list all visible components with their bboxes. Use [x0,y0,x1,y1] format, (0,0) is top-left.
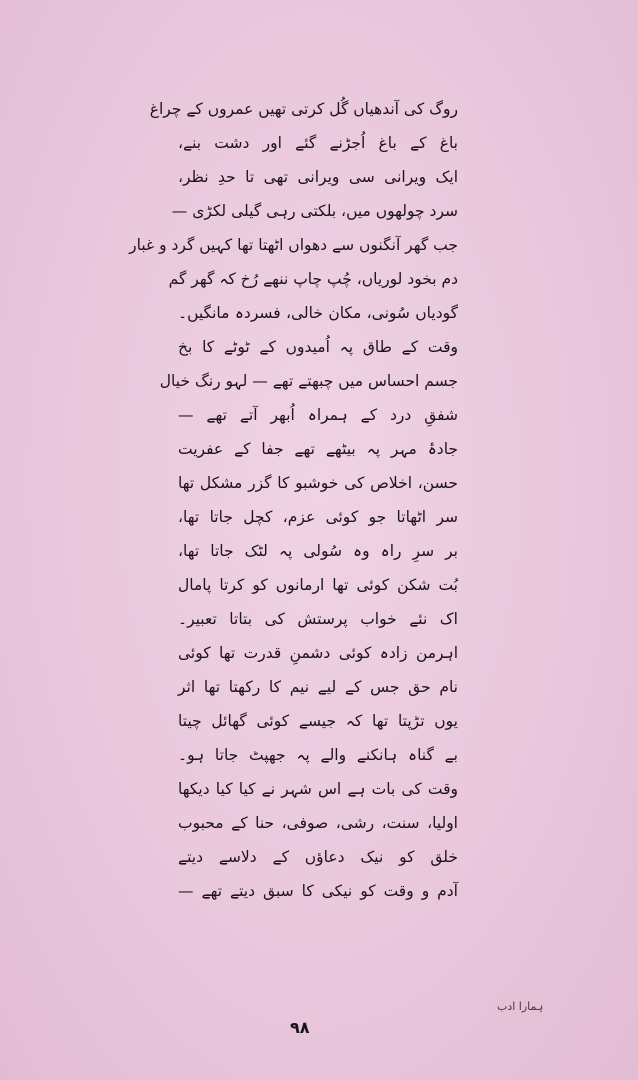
poem-line: جب گھر آنگنوں سے دھواں اٹھتا تھا کہیں گرد و غبار [129,236,458,254]
poem-line: دم بخود لوریاں، چُپ چاپ ننھے رُخ کہ گھر گم [168,270,458,288]
poem-line: حسن، اخلاص کی خوشبو کا گزر مشکل تھا [178,474,458,492]
poem [129,92,458,908]
poem-line: خلق کو نیک دعاؤں کے دلاسے دیتے [178,848,458,866]
poem-line: شفقِ درد کے ہمراہ اُبھر آتے تھے — [178,406,458,424]
poem-line: سر اٹھاتا جو کوئی عزم، کچل جاتا تھا، [178,508,458,526]
poem-line: آدم و وقت کو نیکی کا سبق دیتے تھے — [178,882,458,900]
poem-line: باغ کے باغ اُجڑنے گئے اور دشت بنے، [178,134,458,152]
page-number: ٩٨ [290,1018,310,1037]
poem-line: بے گناہ ہانکنے والے پہ جھپٹ جاتا ہو۔ [178,746,458,764]
poem-line: روگ کی آندھیاں گُل کرتی تھیں عمروں کے چراغ [149,100,458,118]
poem-line: گودیاں سُونی، مکان خالی، فسردہ مانگیں۔ [178,304,458,322]
poem-line: اولیا، سنت، رشی، صوفی، حنا کے محبوب [178,814,458,832]
poem-line: وقت کے طاق پہ اُمیدوں کے ٹوٹے کا بخ [178,338,458,356]
poem-line: ایک ویرانی سی ویرانی تھی تا حدِ نظر، [178,168,458,186]
poem-line: اہرمن زادہ کوئی دشمنِ قدرت تھا کوئی [178,644,458,662]
poem-line: بر سرِ راہ وہ سُولی پہ لٹک جاتا تھا، [178,542,458,560]
poem-line: بُت شکن کوئی تھا ارمانوں کو کرتا پامال [178,576,458,594]
poem-line: یوں تڑپتا تھا کہ جیسے کوئی گھائل چیتا [178,712,458,730]
poem-line: اک نئے خواب پرستش کی بتاتا تعبیر۔ [178,610,458,628]
poem-line: سرد چولھوں میں، بلکتی رہی گیلی لکڑی — [171,202,458,220]
poem-line: جادۂ مہر پہ بیٹھے تھے جفا کے عفریت [178,440,458,458]
publication-name: ہمارا ادب [497,1000,544,1013]
poem-line: وقت کی بات ہے اس شہر نے کیا کیا دیکھا [178,780,458,798]
poem-line: جسم احساس میں چبھتے تھے — لہو رنگ خیال [159,372,458,390]
poem-line: نام حق جس کے لیے نیم کا رکھتا تھا اثر [178,678,458,696]
